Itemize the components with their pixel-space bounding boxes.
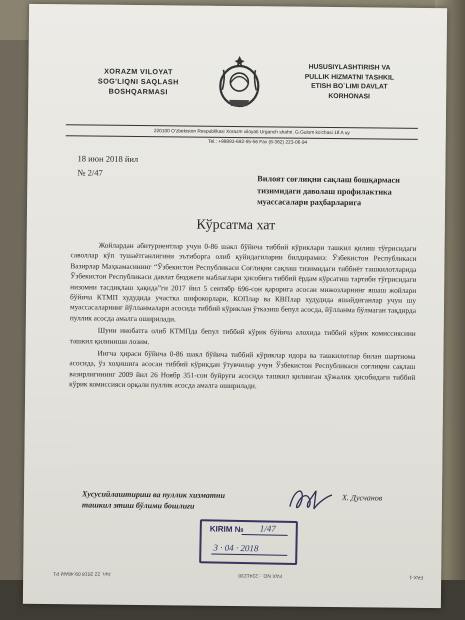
incoming-stamp <box>199 519 298 565</box>
addressee-line: Вилоят соғлиқни сақлаш бошқармаси <box>257 174 400 185</box>
stamp-label: KIRIM № <box>209 524 244 535</box>
fax-footer-left: FAX-1 <box>409 573 424 580</box>
body-paragraph: Шуни инобатга олиб КТМПда бепул тиббий кўрик бўйича алохида тиббий кўрик комиссиясини ташкил қилиниши лозим. <box>69 325 416 346</box>
stamp-date: 3 · 04 · 2018 <box>213 542 259 554</box>
signatory-position-line: Хусусийлаштириш ва пуллик хизматни <box>81 489 225 500</box>
header-right-line: HUSUSIYLASHTIRISH VA <box>308 63 391 72</box>
letter-page <box>23 4 447 608</box>
handwritten-signature <box>286 485 336 516</box>
stamp-underline <box>211 553 287 555</box>
addressee-line: муассасалари раҳбарларига <box>257 197 362 208</box>
letter-number: № 2/47 <box>77 167 103 178</box>
addressee-line: тизимидаги даволаш профилактика <box>257 185 392 197</box>
letter-date: 18 июн 2018 йил <box>77 153 139 164</box>
org-phone: Tel.: +99893-692-55-56 Fax (8-362) 223-06-94 <box>208 139 308 146</box>
header-right-line: PULLIK HIZMATNI TASHKIL <box>304 73 395 82</box>
signatory-name: Х. Дусчанов <box>341 493 383 503</box>
letter-title: Кўрсатма хат <box>196 217 276 234</box>
org-address: 220100 O'zbekiston Respublikasi Xorazm viloyati Urganch shahri. G.Gulom ko'chasi 18 A uy <box>153 129 350 137</box>
fax-footer <box>53 570 423 580</box>
addressee-block <box>257 173 437 209</box>
header-left-line: SOG'LIQNI SAQLASH <box>97 76 179 87</box>
body-paragraph: Иигча ҳирасн бўйича 0-86 шакл бўйича тиббий кўриклар идора ва ташкилотлар билан шартнома асосида, ўз хоҳишига асосан тиббий кўрикдан ўтувчилар учун Ўзбекистон Республикаси соғлиқни сақлаш вазирлигининг 2009 йил 26 Ноябр 351-сон буйруғи асосида ташкил қилинган ҳўжалик ҳисобидаги тиббий кўрик комиссияси орқали пуллик асосда амалга оширилади. <box>69 348 416 391</box>
fax-footer-center: FAX NO. : 2241230 <box>238 572 282 579</box>
header-left-line: XORAZM VILOYAT <box>104 66 173 77</box>
header-left-org <box>68 66 208 97</box>
stamp-underline <box>242 534 288 536</box>
letter-body <box>69 240 417 395</box>
signatory-position-line: ташкил этиш бўлими бошлиғи <box>81 500 195 511</box>
header-right-line: ETISH BO`LIMI DAVLAT <box>311 82 388 91</box>
body-paragraph: Жойлардан абитуриентлар учун 0-86 шакл бўйича тиббий кўриклари ташкил қилиш тўғрисидаги саволлар кўп тушаётганлигини эътиборга олиб қуйидагиларни билдирамиз: Ўзбекистон Республикаси Вазирлар Маҳкамасининг “Ўзбекистон Республикаси Соғлиқни сақлаш тизимидаги тиббиёт ташкилотларида Ўзбекистон Республикаси давлат бюджети маблағлари ҳисобига тиббий ёрдам кўрсатиш тартиби тўғрисидаги низомни тасдиқлаш ҳақида”ги 2017 йил 5 сентябр 696-сон қарорига асосан мижозларнинг яшаш жойлари бўйича КТМП худудида участка шифокорлари, КОПлар ва КВПлар худудида яшайдиганлар учун шу муассасаларнинг йўлланмалари асосида тиббий кўриклан ўтказиш бепул асосда, йўлланма бўлмаган тақдирда пуллик асосда амалга оширилади. <box>69 240 417 324</box>
header-right-org <box>274 62 424 102</box>
signatory-position <box>82 488 242 512</box>
header-left-line: BOSHQARMASI <box>108 86 168 97</box>
header-right-line: KORHONASI <box>328 92 371 100</box>
fax-footer-right: Jun. 22 2018 09:48AM P1 <box>53 570 112 577</box>
stamp-number: 1/47 <box>259 523 276 534</box>
state-emblem-icon <box>215 56 264 112</box>
